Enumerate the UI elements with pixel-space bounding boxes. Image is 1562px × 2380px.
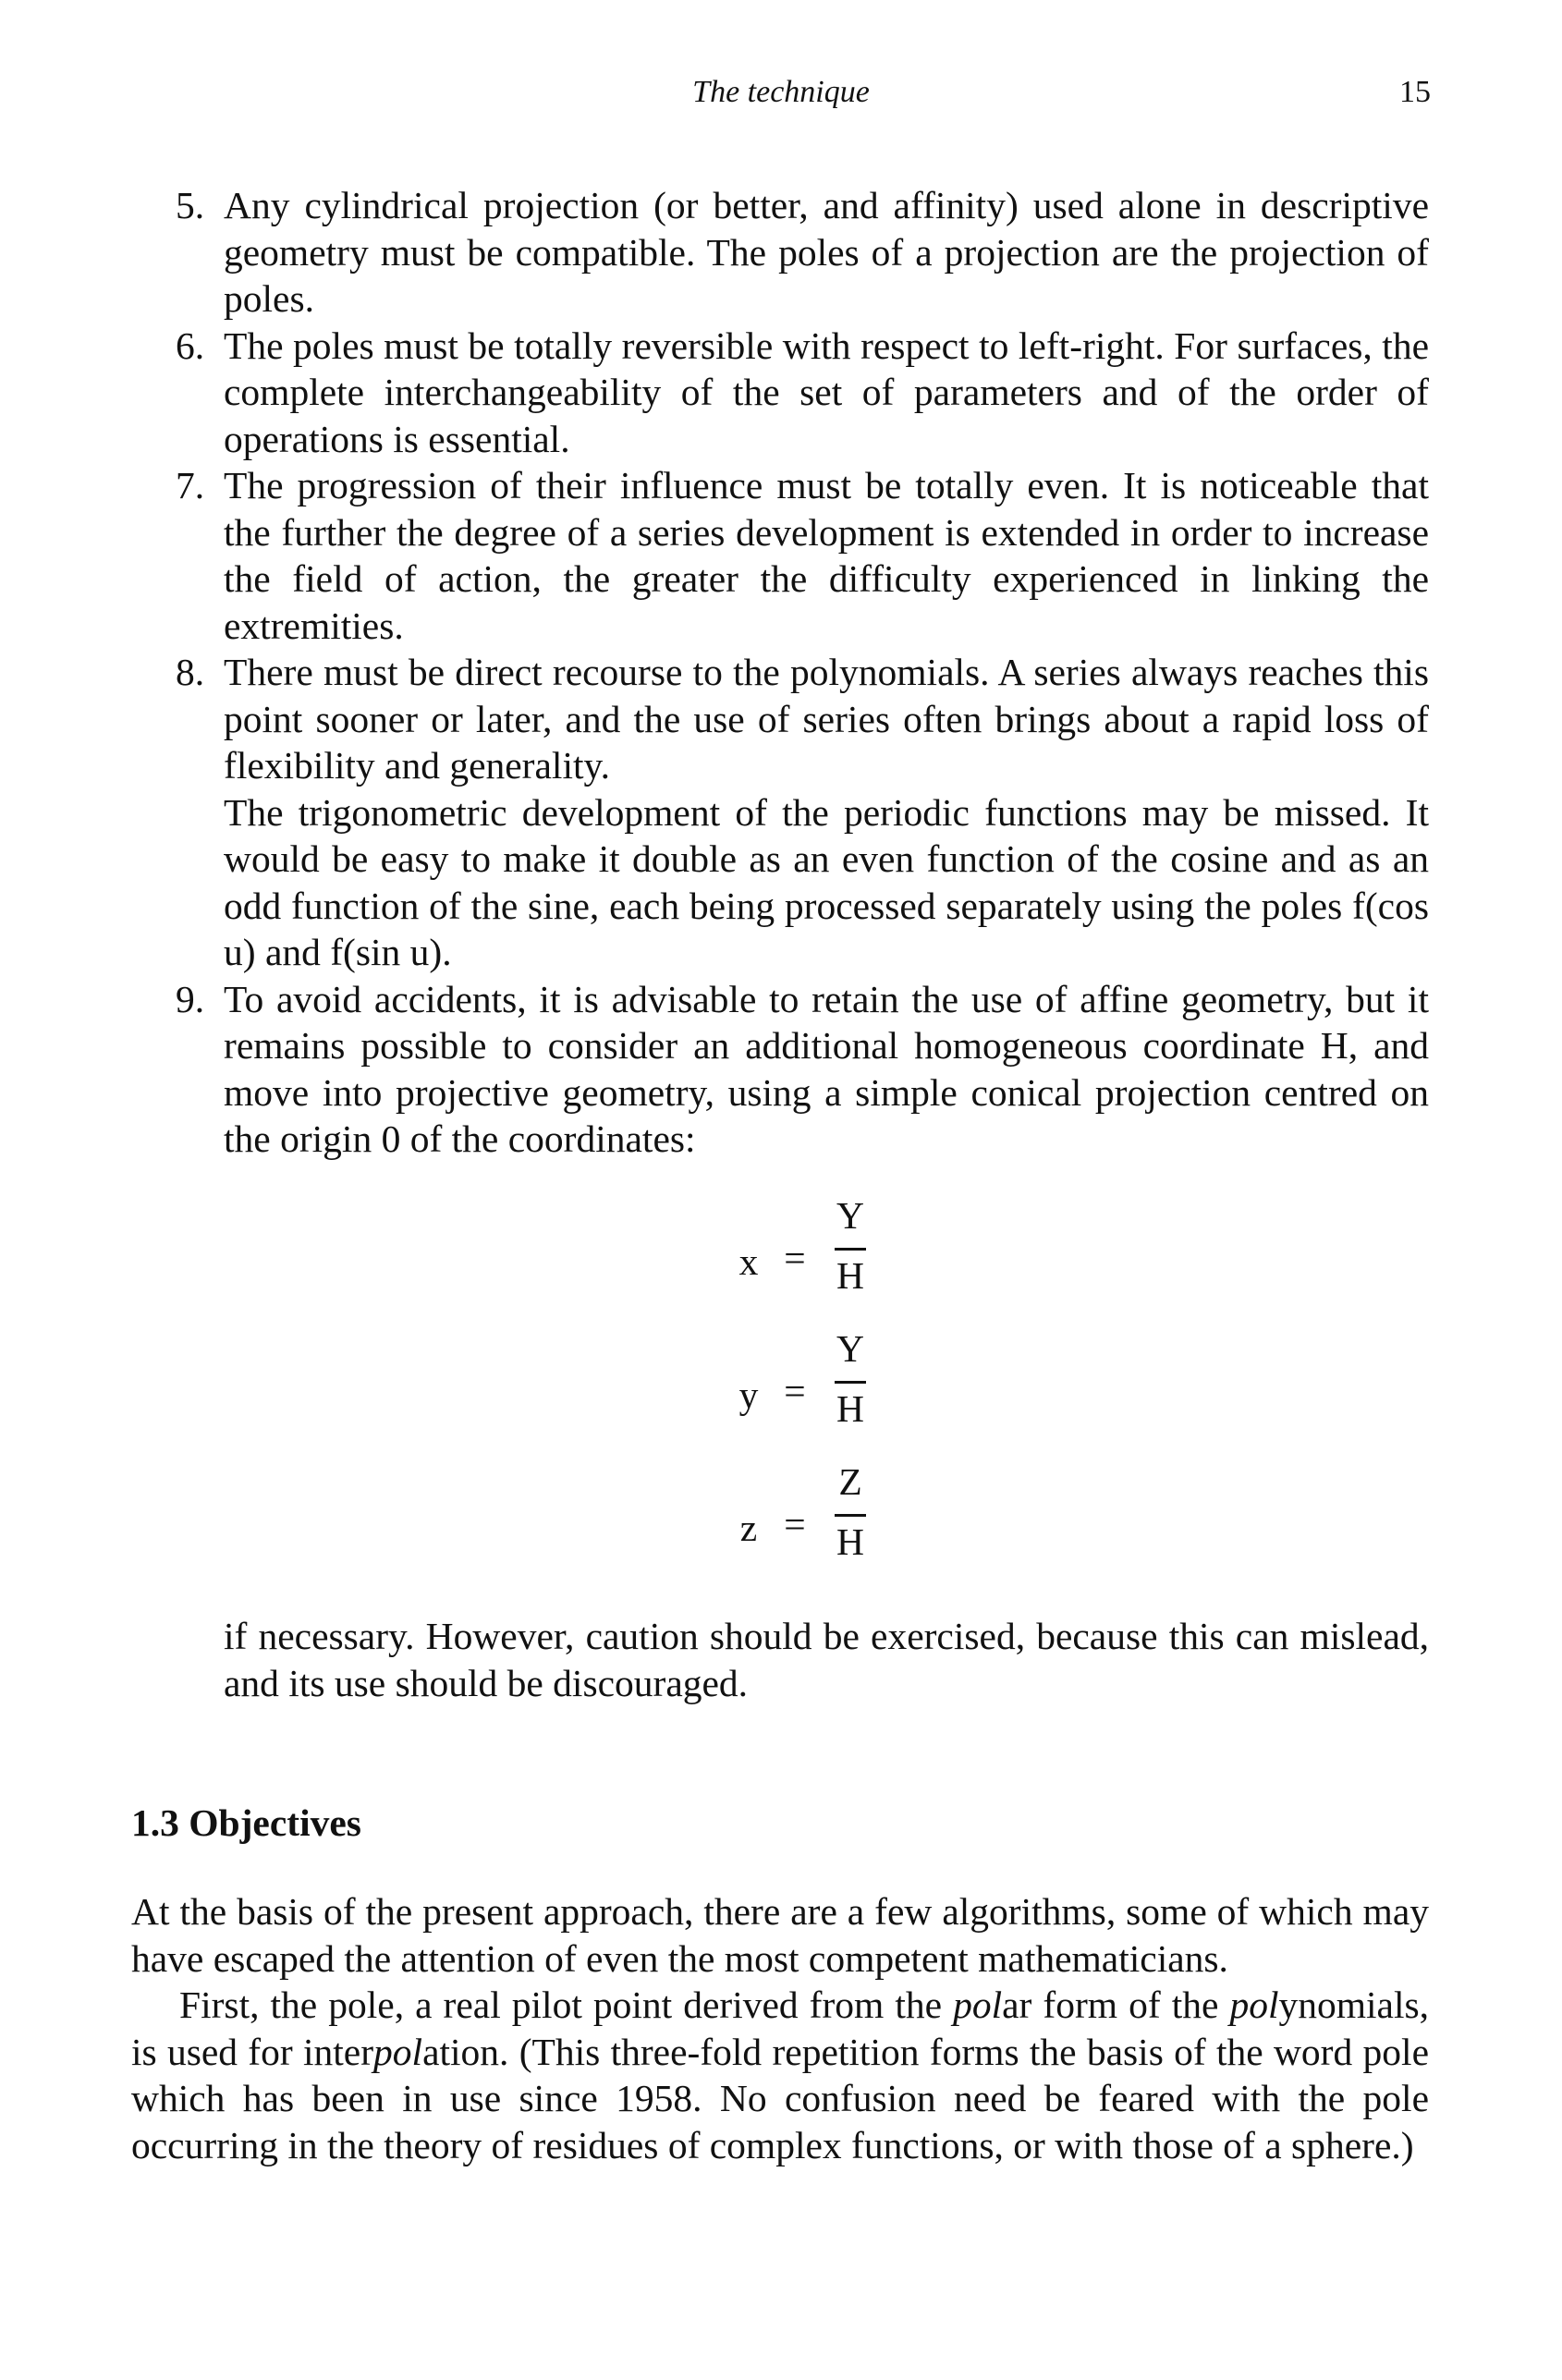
fraction — [824, 1192, 876, 1300]
fraction-denominator: H — [836, 1387, 864, 1430]
text-run: ation. (This three-fold repetition forms the basis of the word pole which has been in use since 1958. No confusion need be feared with the pole occurring in the theory of residues of complex functions, or with those of a sphere.) — [131, 2030, 1429, 2166]
equals-sign: = — [784, 1503, 806, 1545]
list-item-8 — [176, 649, 1429, 976]
page-number: 15 — [1399, 75, 1431, 109]
list-item-text: The poles must be totally reversible with respect to left-right. For surfaces, the complete interchangeability of the set of parameters and of the order of operations is essential. — [224, 323, 1429, 460]
fraction — [824, 1325, 876, 1433]
italic-run: pol — [1229, 1983, 1279, 2026]
objectives-paragraph-1: At the basis of the present approach, there are a few algorithms, some of which may have escaped the attention of even the most competent mathematicians. — [131, 1890, 1429, 1980]
list-item-number: 8. — [176, 651, 205, 693]
objectives-paragraph-2 — [131, 1982, 1429, 2168]
text-run: ar form of the — [1002, 1983, 1230, 2026]
list-item-number: 6. — [176, 323, 205, 367]
text-run: First, the pole, a real pilot point derived from the — [179, 1983, 954, 2026]
numbered-list — [176, 182, 1429, 1163]
fraction-denominator: H — [836, 1520, 864, 1563]
after-equations-paragraph: if necessary. However, caution should be exercised, because this can mislead, and its use should be discouraged. — [224, 1615, 1429, 1704]
list-item-6 — [176, 323, 1429, 463]
fraction-numerator: Y — [836, 1194, 864, 1237]
equals-sign: = — [784, 1237, 806, 1279]
equation-variable: y — [738, 1373, 759, 1416]
equation-variable: x — [738, 1240, 759, 1283]
italic-run: pol — [373, 2030, 423, 2073]
section-heading: 1.3 Objectives — [131, 1801, 361, 1844]
running-header-title: The technique — [692, 75, 870, 109]
fraction-bar — [835, 1381, 866, 1384]
list-item-5 — [176, 182, 1429, 323]
list-item-text: The progression of their influence must be totally even. It is noticeable that the further the degree of a series development is extended in order to increase the field of action, the greater the difficulty experienced in linking the extremities. — [224, 464, 1429, 647]
list-item-text: To avoid accidents, it is advisable to retain the use of affine geometry, but it remains possible to consider an additional homogeneous coordinate H, and move into projective geometry, using a simple conical projection centred on the origin 0 of the coordinates: — [224, 977, 1429, 1160]
italic-run: pol — [953, 1983, 1003, 2026]
list-item-number: 5. — [176, 184, 205, 226]
objectives-section — [131, 1888, 1429, 2168]
list-item-continuation: The trigonometric development of the periodic functions may be missed. It would be easy to make it double as an even function of the cosine and as an odd function of the sine, each being processed separately using the poles f(cos u) and f(sin u). — [224, 790, 1429, 973]
list-item-text: Any cylindrical projection (or better, and affinity) used alone in descriptive geometry must be compatible. The poles of a projection are the projection of poles. — [224, 184, 1429, 320]
equals-sign: = — [784, 1370, 806, 1412]
equation-variable: z — [739, 1507, 758, 1549]
list-item-text: There must be direct recourse to the polynomials. A series always reaches this point sooner or later, and the use of series often brings about a rapid loss of flexibility and generality. — [224, 651, 1429, 787]
list-item-7 — [176, 462, 1429, 649]
fraction — [824, 1459, 876, 1566]
fraction-numerator: Z — [838, 1460, 862, 1503]
list-item-number: 9. — [176, 977, 205, 1020]
fraction-bar — [835, 1514, 866, 1517]
text-run: ynomials, is used for inter — [131, 1983, 1430, 2073]
fraction-bar — [835, 1248, 866, 1251]
fraction-numerator: Y — [836, 1327, 864, 1370]
fraction-denominator: H — [836, 1254, 864, 1297]
list-item-number: 7. — [176, 464, 205, 507]
list-item-9 — [176, 976, 1429, 1163]
